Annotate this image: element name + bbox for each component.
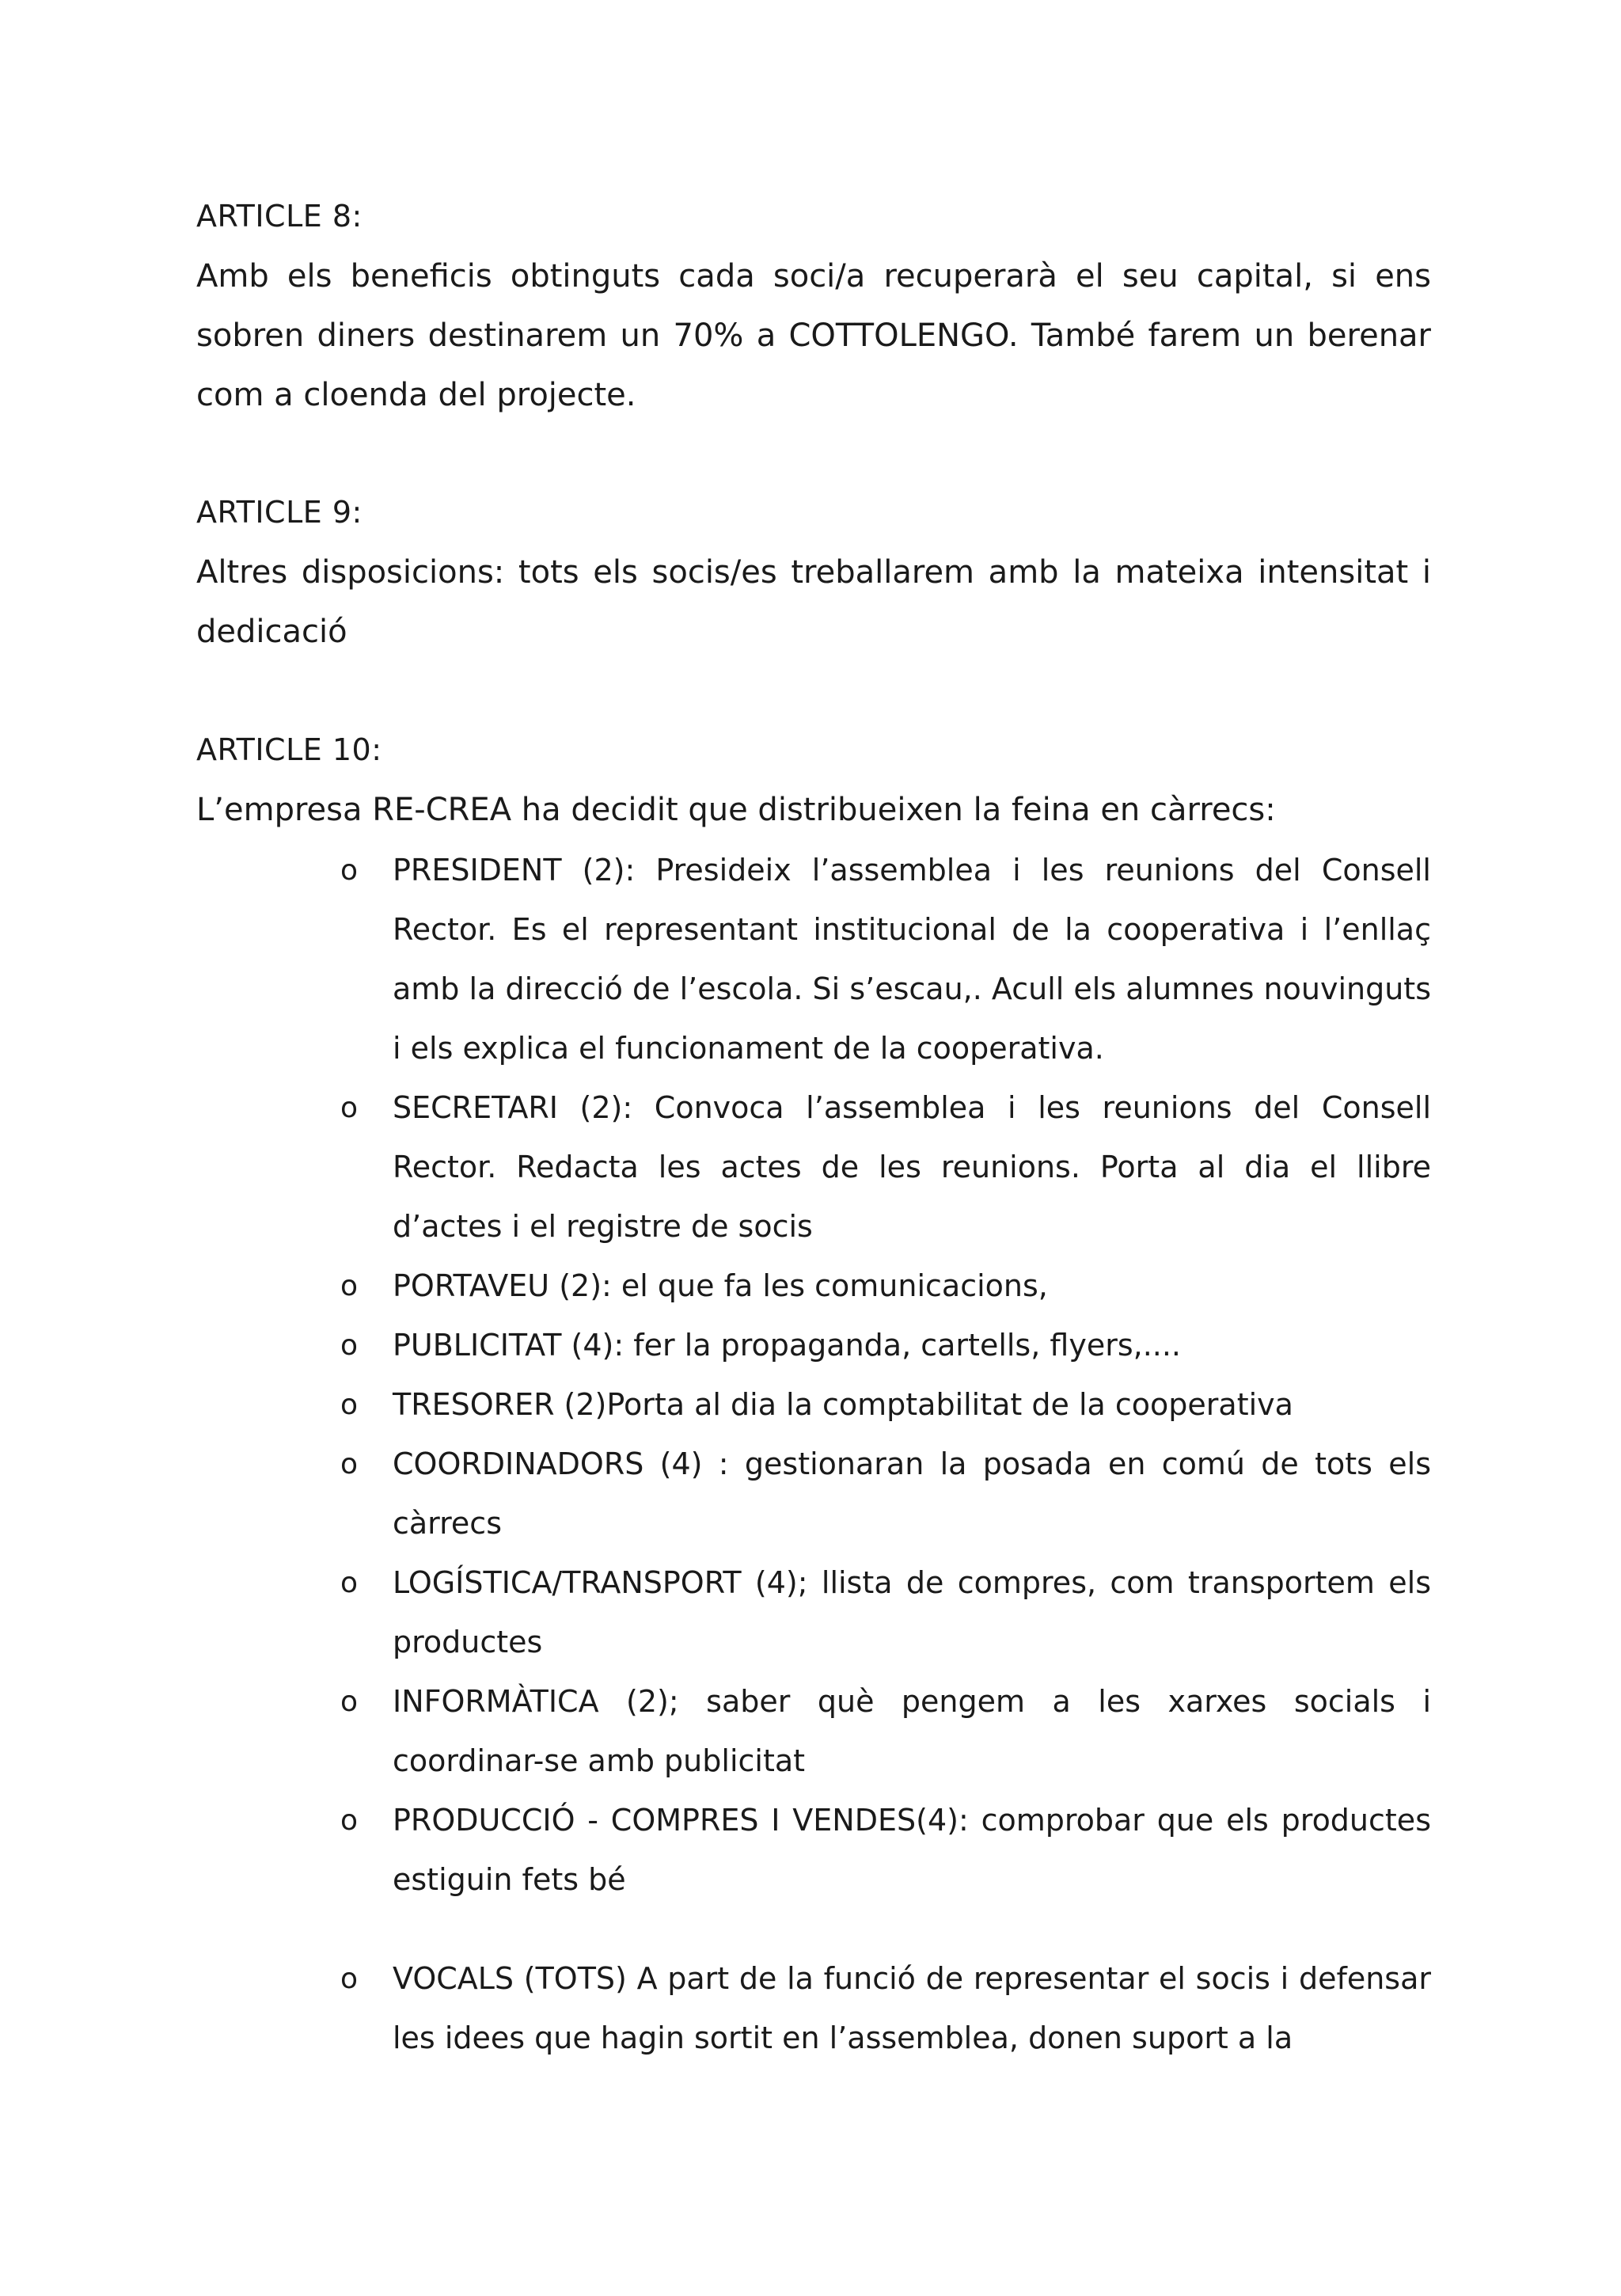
- role-description: fer la propaganda, cartells, flyers,....: [624, 1328, 1182, 1363]
- role-description: comprobar que els productes estiguin fets bé: [393, 1803, 1431, 1897]
- bullet-marker: o: [340, 1329, 359, 1362]
- article-9-text: Altres disposicions: tots els socis/es treballarem amb la mateixa intensitat i dedicació: [196, 554, 1431, 650]
- bullet-marker: o: [340, 1963, 359, 1995]
- role-label: LOGÍSTICA/TRANSPORT (4);: [393, 1565, 808, 1600]
- list-item-tresorer: [340, 1375, 1431, 1435]
- list-item-portaveu: [340, 1256, 1431, 1316]
- bullet-marker: o: [340, 854, 359, 887]
- list-item-secretari: [340, 1078, 1431, 1256]
- list-item-publicitat: [340, 1316, 1431, 1375]
- article-10-intro: L’empresa RE-CREA ha decidit que distribueixen la feina en càrrecs:: [196, 792, 1276, 828]
- role-label: PUBLICITAT (4):: [393, 1328, 624, 1363]
- bullet-marker: o: [340, 1270, 359, 1302]
- bullet-marker: o: [340, 1389, 359, 1421]
- bullet-marker: o: [340, 1804, 359, 1837]
- article-8-heading: ARTICLE 8:: [196, 199, 363, 234]
- role-description: Convoca l’assemblea i les reunions del Consell Rector. Redacta les actes de les reunions. Porta al dia el llibre d’actes i el registre de socis: [393, 1090, 1432, 1244]
- role-description: Porta al dia la comptabilitat de la cooperativa: [606, 1387, 1293, 1422]
- list-item-coordinadors: [340, 1435, 1431, 1553]
- role-label: PRODUCCIÓ - COMPRES I VENDES(4):: [393, 1803, 969, 1838]
- role-description: el que fa les comunicacions,: [611, 1268, 1048, 1303]
- bullet-marker: o: [340, 1567, 359, 1599]
- role-description: Presideix l’assemblea i les reunions del Consell Rector. Es el representant institucional de la cooperativa i l’enllaç amb la direcció de l’escola. Si s’escau,. Acull els alumnes nouvinguts i els explica el funcionament de la cooperativa.: [393, 853, 1431, 1066]
- article-8-text: Amb els beneficis obtinguts cada soci/a recuperarà el seu capital, si ens sobren diners destinarem un 70% a COTTOLENGO. També farem un berenar com a cloenda del projecte.: [196, 258, 1431, 413]
- list-item-vocals: [340, 1949, 1431, 2068]
- role-label: INFORMÀTICA (2);: [393, 1684, 679, 1719]
- role-label: PRESIDENT (2):: [393, 853, 636, 888]
- role-description: A part de la funció de representar el socis i defensar les idees que hagin sortit en l’assemblea, donen suport a la: [393, 1961, 1431, 2055]
- role-description: llista de compres, com transportem els productes: [393, 1565, 1431, 1659]
- list-item-produccio: [340, 1791, 1431, 1910]
- role-label: COORDINADORS (4) :: [393, 1446, 729, 1481]
- list-item-president: [340, 841, 1431, 1078]
- bullet-marker: o: [340, 1686, 359, 1718]
- role-label: PORTAVEU (2):: [393, 1268, 612, 1303]
- list-item-informatica: [340, 1672, 1431, 1791]
- role-label: TRESORER (2): [393, 1387, 607, 1422]
- list-item-logistica: [340, 1553, 1431, 1672]
- role-label: SECRETARI (2):: [393, 1090, 633, 1125]
- role-description: gestionaran la posada en comú de tots els càrrecs: [393, 1446, 1431, 1541]
- role-description: saber què pengem a les xarxes socials i coordinar-se amb publicitat: [393, 1684, 1431, 1778]
- article-9-heading: ARTICLE 9:: [196, 495, 363, 530]
- bullet-marker: o: [340, 1092, 359, 1124]
- role-label: VOCALS (TOTS): [393, 1961, 627, 1996]
- roles-list: [340, 841, 1431, 2068]
- article-10-heading: ARTICLE 10:: [196, 732, 382, 767]
- bullet-marker: o: [340, 1448, 359, 1481]
